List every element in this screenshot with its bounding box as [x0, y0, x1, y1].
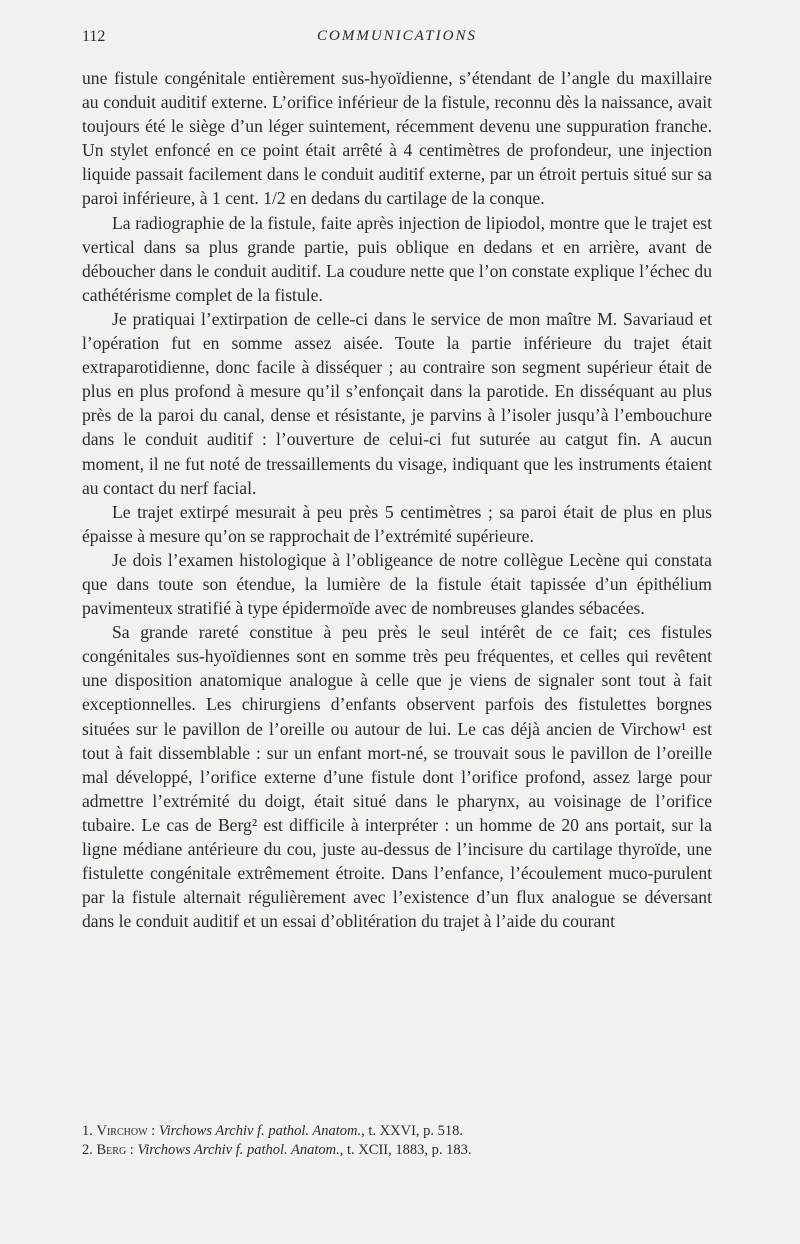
- footnote-2: [82, 1141, 712, 1160]
- footnote-author: Berg: [96, 1142, 127, 1158]
- footnote-reference: , t. XCII, 1883, p. 183.: [339, 1142, 472, 1158]
- footnote-1: [82, 1122, 712, 1141]
- footnote-number: 1.: [82, 1123, 93, 1139]
- footnotes: [82, 1122, 712, 1160]
- footnote-author: Virchow: [96, 1123, 148, 1139]
- running-title: COMMUNICATIONS: [317, 28, 477, 44]
- paragraph-1: une fistule congénitale entièrement sus-hyoïdienne, s’étendant de l’angle du maxillaire au conduit auditif externe. L’orifice inférieur de la fistule, reconnu dès la naissance, avait toujours été le siège d’un léger suintement, récemment devenu une suppuration franche. Un stylet enfoncé en ce point était arrêté à 4 centimètres de profondeur, une injection liquide passait facilement dans le conduit auditif externe, par un étroit pertuis situé sur sa paroi inférieure, à 1 cent. 1/2 en dedans du cartilage de la conque.: [82, 68, 712, 209]
- paragraph-4: Le trajet extirpé mesurait à peu près 5 centimètres ; sa paroi était de plus en plus épaisse à mesure qu’on se rapprochait de l’extrémité supérieure.: [82, 501, 712, 546]
- body-text: [82, 66, 712, 933]
- footnote-number: 2.: [82, 1142, 93, 1158]
- paragraph-5: Je dois l’examen histologique à l’obligeance de notre collègue Lecène qui constata que dans toute son étendue, la lumière de la fistule était tapissée d’un épithélium pavimenteux stratifié à type épidermoïde avec de nombreuses glandes sébacées.: [82, 549, 712, 619]
- page-header: [82, 28, 712, 52]
- page-number: 112: [82, 28, 106, 45]
- paragraph-6: Sa grande rareté constitue à peu près le seul intérêt de ce fait; ces fistules congénitales sus-hyoïdiennes sont en somme très peu fréquentes, et celles qui revêtent une disposition anatomique analogue à celle que je viens de signaler sont tout à fait exceptionnelles. Les chirurgiens d’enfants observent parfois des fistulettes borgnes situées sur le pavillon de l’oreille ou autour de lui. Le cas déjà ancien de Virchow¹ est tout à fait dissemblable : sur un enfant mort-né, se trouvait sous le pavillon de l’oreille mal développé, l’orifice externe d’une fistule dont l’orifice profond, assez large pour admettre l’extrémité du doigt, était situé dans le pharynx, au voisinage de l’orifice tubaire. Le cas de Berg² est difficile à interpréter : un homme de 20 ans portait, sur la ligne médiane antérieure du cou, juste au-dessus de l’incisure du cartilage thyroïde, une fistulette congénitale extrêmement étroite. Dans l’enfance, l’écoulement muco-purulent par la fistule alternait régulièrement avec l’existence d’un flux analogue se déversant dans le conduit auditif et un essai d’oblitération du trajet à l’aide du courant: [82, 622, 712, 932]
- footnote-title: Virchows Archiv f. pathol. Anatom.: [158, 1123, 362, 1139]
- footnote-separator: :: [126, 1142, 138, 1158]
- footnote-reference: , t. XXVI, p. 518.: [361, 1123, 464, 1139]
- footnote-title: Virchows Archiv f. pathol. Anatom.: [137, 1142, 340, 1158]
- footnote-separator: :: [147, 1123, 159, 1139]
- paragraph-2: La radiographie de la fistule, faite après injection de lipiodol, montre que le trajet est vertical dans sa plus grande partie, puis oblique en dedans et en arrière, avant de déboucher dans le conduit auditif. La coudure nette que l’on constate explique l’échec du cathétérisme complet de la fistule.: [82, 212, 712, 305]
- paragraph-3: Je pratiquai l’extirpation de celle-ci dans le service de mon maître M. Savariaud et l’opération fut en somme assez aisée. Toute la partie inférieure du trajet était extraparotidienne, donc facile à disséquer ; au contraire son segment supérieur était de plus en plus profond à mesure qu’il s’enfonçait dans la parotide. En disséquant au plus près de la paroi du canal, dense et résistante, je parvins à l’isoler jusqu’à l’embouchure dans le conduit auditif : l’ouverture de celui-ci fut suturée au catgut fin. A aucun moment, il ne fut noté de tressaillements du visage, indiquant que les instruments étaient au contact du nerf facial.: [82, 308, 712, 498]
